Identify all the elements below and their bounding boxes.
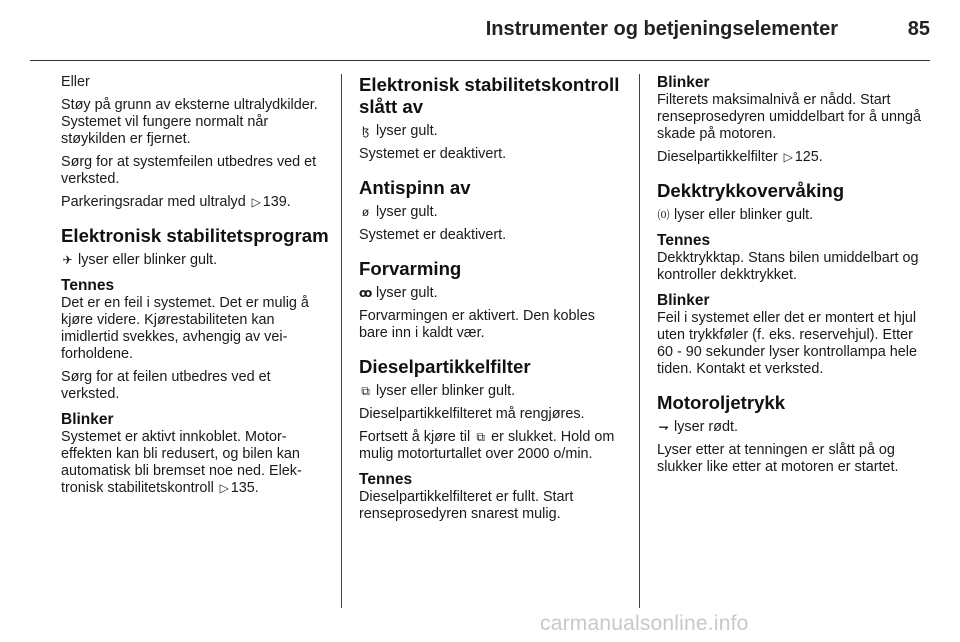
particle-filter-icon: ⧉ — [361, 384, 370, 398]
paragraph: Eller — [61, 74, 90, 90]
column-1 — [61, 74, 329, 503]
column-2 — [359, 74, 627, 529]
paragraph: Lyser etter at tenningen er slått på og slukker like etter at motoren er startet. — [657, 442, 899, 475]
paragraph: Systemet er deaktivert. — [359, 146, 507, 162]
glow-plug-icon: ꝏ — [359, 286, 373, 300]
paragraph: Dieselpartikkelfilteret er fullt. Start renseprosedyren snarest mulig. — [359, 489, 574, 522]
icon-line: ✈ lyser eller blinker gult. — [62, 252, 218, 268]
page-ref-icon: ▷ — [251, 195, 261, 209]
page-ref-icon: ▷ — [219, 481, 229, 495]
icon-line: ⧉ lyser eller blinker gult. — [359, 383, 627, 400]
page-ref-icon: ▷ — [783, 150, 793, 164]
paragraph: Dekktrykktap. Stans bilen umiddelbart og kontroller dekktrykket. — [657, 250, 919, 283]
paragraph: Systemet er deaktivert. — [359, 227, 507, 243]
section-heading-esp: Elektronisk stabilitetsprogram — [61, 225, 329, 246]
page-number: 85 — [907, 18, 930, 40]
header-rule — [30, 60, 930, 61]
cross-reference: Parkeringsradar med ultralyd ▷ 139. — [61, 194, 291, 210]
section-heading-esc-off: Elektronisk stabilitetskontroll slått av — [359, 74, 620, 117]
icon-line: ꝏ lyser gult. — [359, 285, 438, 301]
icon-line: ø lyser gult. — [359, 204, 627, 221]
esc-off-icon: ɮ — [362, 124, 369, 138]
icon-line: ⒪ lyser eller blinker gult. — [657, 207, 814, 223]
paragraph: Forvarmingen er aktivert. Den kobles bare inn i kaldt vær. — [359, 308, 595, 341]
subheading-blinker: Blinker — [61, 411, 114, 428]
subheading-tennes: Tennes — [61, 277, 115, 294]
paragraph: Fortsett å kjøre til ⧉ er slukket. Hold om mulig motorturtallet over 2000 o/min. — [359, 429, 615, 462]
column-divider-2 — [639, 74, 640, 608]
section-heading-preheat: Forvarming — [359, 258, 462, 279]
section-heading-antispin: Antispinn av — [359, 177, 471, 198]
paragraph: Støy på grunn av eksterne ultralydkilder. Systemet vil fungere normalt når støykilden er fjernet. — [61, 97, 318, 147]
section-heading-oil: Motoroljetrykk — [657, 392, 786, 413]
subheading-tennes: Tennes — [657, 232, 711, 249]
paragraph: Filterets maksimalnivå er nådd. Start renseprosedyren umiddelbart for å unngå skade på motoren. — [657, 92, 921, 142]
paragraph: Det er en feil i systemet. Det er mulig å kjøre videre. Kjørestabiliteten kan imidlertid svekkes, avhengig av veiforholdene. — [61, 295, 309, 362]
oil-can-icon: ⇁ — [658, 420, 669, 434]
icon-line: ⇁ lyser rødt. — [658, 419, 738, 435]
traction-off-icon: ø — [361, 205, 370, 219]
tire-pressure-icon: ⒪ — [657, 208, 670, 222]
watermark: carmanualsonline.info — [540, 612, 749, 635]
particle-filter-icon: ⧉ — [476, 430, 485, 444]
subheading-tennes: Tennes — [359, 471, 413, 488]
page-title: Instrumenter og betjeningselementer — [485, 18, 838, 40]
paragraph: Sørg for at feilen utbedres ved et verksted. — [61, 369, 271, 402]
column-3 — [657, 74, 925, 482]
section-heading-tpms: Dekktrykkovervåking — [657, 180, 845, 201]
paragraph: Systemet er aktivt innkoblet. Motoreffekten kan bli redusert, og bilen kan automatisk bli bremset noe ned. Elektronisk stabilitetskontroll ▷ 135. — [61, 429, 302, 496]
esp-warning-icon: ✈ — [62, 253, 73, 267]
subheading-blinker: Blinker — [657, 74, 710, 91]
paragraph: Sørg for at systemfeilen utbedres ved et verksted. — [61, 154, 317, 187]
section-heading-dpf: Dieselpartikkelfilter — [359, 356, 531, 377]
column-divider-1 — [341, 74, 342, 608]
cross-reference: Dieselpartikkelfilter ▷ 125. — [657, 149, 823, 165]
paragraph: Dieselpartikkelfilteret må rengjøres. — [359, 406, 585, 422]
icon-line: ɮ lyser gult. — [359, 123, 627, 140]
subheading-blinker: Blinker — [657, 292, 710, 309]
paragraph: Feil i systemet eller det er montert et hjul uten trykkføler (f. eks. reservehjul). Etter 60 - 90 sekunder lyser kontrollampa hele tiden. Kontakt et verksted. — [657, 310, 917, 377]
